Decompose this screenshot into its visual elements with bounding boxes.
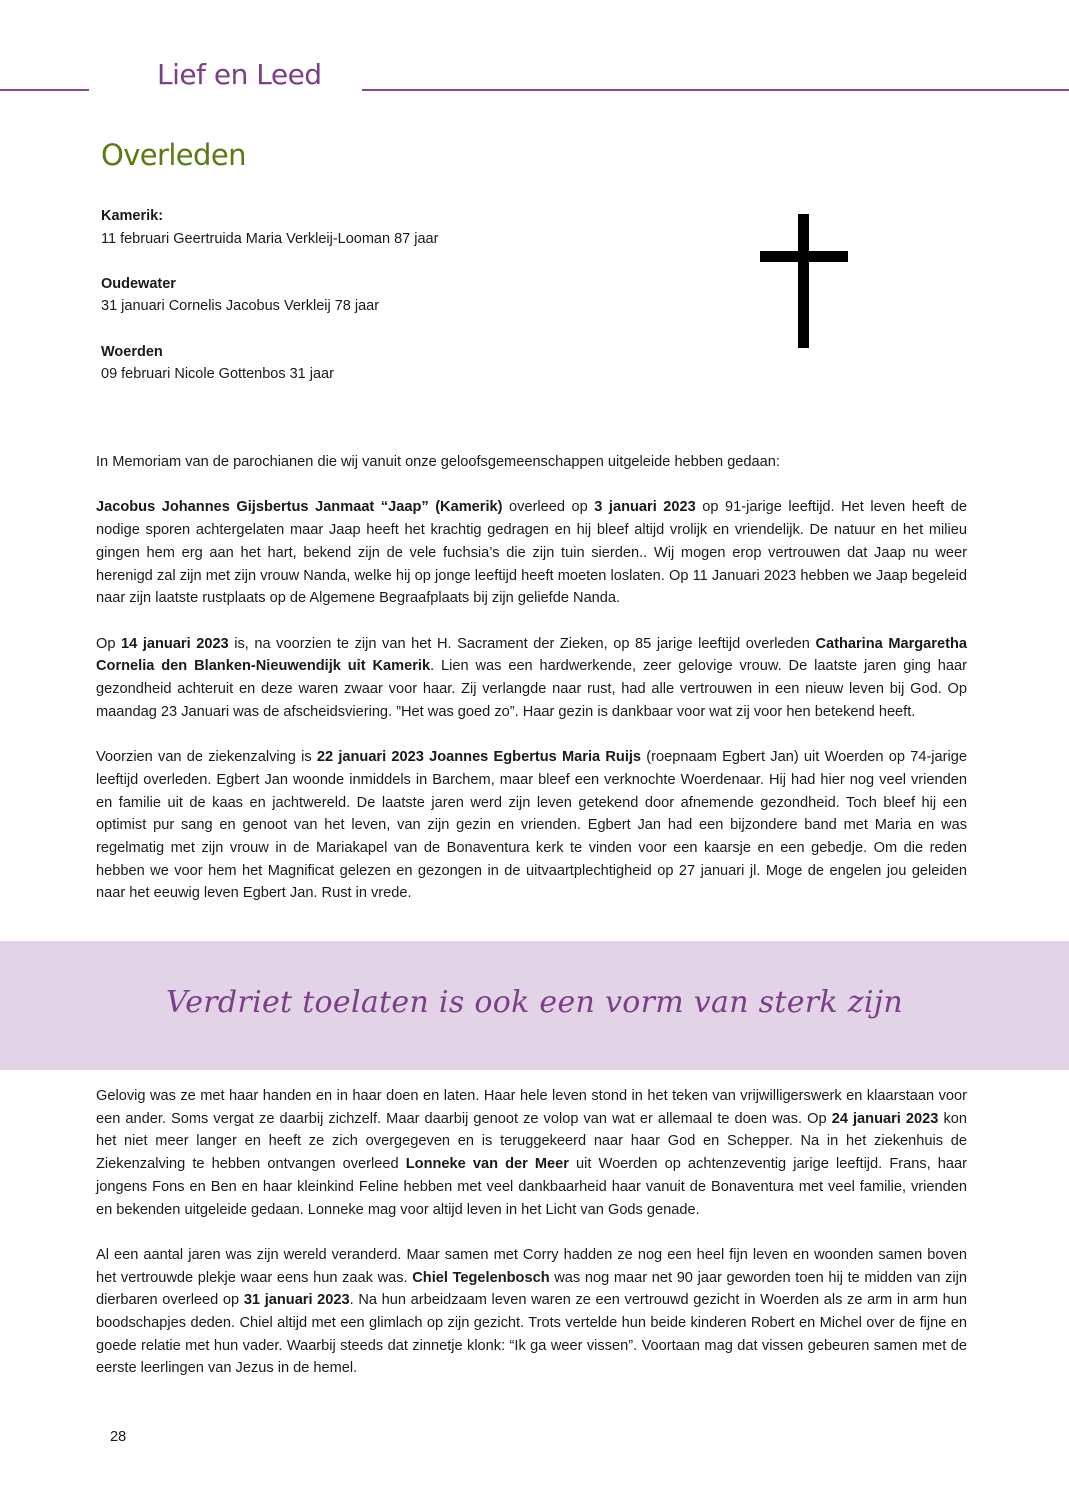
deceased-name: Jacobus Johannes Gijsbertus Janmaat “Jaap” (Kamerik): [96, 499, 503, 516]
death-entry-oudewater: [101, 273, 661, 318]
death-place: Woerden: [101, 343, 163, 360]
header-rule-left: [0, 89, 89, 91]
death-detail: 11 februari Geertruida Maria Verkleij-Looman 87 jaar: [101, 230, 439, 247]
deceased-name: Catharina Margaretha Cornelia den Blanken-Nieuwendijk uit Kamerik: [96, 635, 967, 675]
section-header: Lief en Leed: [157, 58, 322, 91]
memoriam-paragraph-jaap: Jacobus Johannes Gijsbertus Janmaat “Jaap” (Kamerik) overleed op 3 januari 2023 op 91-jarige leeftijd. Het leven heeft de nodige sporen achtergelaten maar Jaap heeft het krachtig gedragen en hij bleef altijd vrolijk en vriendelijk. De natuur en het milieu gingen hem erg aan het hart, bekend zijn de vele fuchsia’s die zijn tuin sierden.. Wij mogen erop vertrouwen dat Jaap nu weer herenigd zal zijn met zijn vrouw Nanda, welke hij op jonge leeftijd heeft moeten loslaten. Op 11 Januari 2023 hebben we Jaap begeleid naar zijn laatste rustplaats op de Algemene Begraafplaats bij zijn geliefde Nanda.: [96, 499, 967, 607]
death-place: Kamerik:: [101, 208, 164, 224]
cross-icon: [760, 214, 848, 348]
death-detail: 09 februari Nicole Gottenbos 31 jaar: [101, 366, 334, 383]
death-date: 14 januari 2023: [121, 635, 229, 652]
deceased-name: Lonneke van der Meer: [405, 1156, 569, 1173]
memoriam-paragraph-chiel: Al een aantal jaren was zijn wereld veranderd. Maar samen met Corry hadden ze nog een heel fijn leven en woonden samen boven het vertrouwde plekje waar eens hun zaak was. Chiel Tegelenbosch was nog maar net 90 jaar geworden toen hij te midden van zijn dierbaren overleed op 31 januari 2023. Na hun arbeidzaam leven waren ze een vertrouwd gezicht in Woerden als ze arm in arm hun boodschapjes deden. Chiel altijd met een glimlach op zijn gezicht. Trots vertelde hun beide kinderen Robert en Michel over de fijne en goede relatie met hun vader. Waarbij steeds dat zinnetje klonk: “Ik ga weer vissen”. Voortaan mag dat vissen gebeuren samen met de eerste leerlingen van Jezus in de hemel.: [96, 1246, 967, 1377]
memoriam-block-continued: [96, 1085, 967, 1403]
death-detail: 31 januari Cornelis Jacobus Verkleij 78 jaar: [101, 298, 380, 315]
death-place: Oudewater: [101, 275, 176, 292]
header-rule-right: [362, 89, 1069, 91]
quote-text: Verdriet toelaten is ook een vorm van sterk zijn: [166, 985, 903, 1020]
memoriam-paragraph-egbert: Voorzien van de ziekenzalving is 22 januari 2023 Joannes Egbertus Maria Ruijs (roepnaam Egbert Jan) uit Woerden op 74-jarige leeftijd overleden. Egbert Jan woonde inmiddels in Barchem, maar bleef een verknochte Woerdenaar. Hij had hier nog veel vrienden en familie uit de kaas en jachtwereld. De laatste jaren werd zijn leven getekend door afnemende gezondheid. Toch bleef hij een optimist pur sang en genoot van het leven, van zijn gezin en vrienden. Egbert Jan had een bijzondere band met Maria en was regelmatig met zijn vrouw in de Mariakapel van de Bonaventura kerk te vinden voor een kaarsje en een gebedje. Om die reden hebben we voor hem het Magnificat gelezen en gezongen in de uitvaartplechtigheid op 27 januari jl. Moge de engelen jou geleiden naar het eeuwig leven Egbert Jan. Rust in vrede.: [96, 749, 967, 902]
deceased-name: Chiel Tegelenbosch: [412, 1269, 550, 1286]
deceased-name: 22 januari 2023 Joannes Egbertus Maria Ruijs: [316, 749, 642, 766]
death-date: 31 januari 2023: [243, 1292, 350, 1309]
memoriam-paragraph-lien: Op 14 januari 2023 is, na voorzien te zijn van het H. Sacrament der Zieken, op 85 jarige leeftijd overleden Catharina Margaretha Cornelia den Blanken-Nieuwendijk uit Kamerik. Lien was een hardwerkende, zeer gelovige vrouw. De laatste jaren ging haar gezondheid achteruit en deze waren zwaar voor haar. Zij verlangde naar rust, had alle vertrouwen in een nieuw leven bij God. Op maandag 23 Januari was de afscheidsviering. ”Het was goed zo”. Haar gezin is dankbaar voor wat zij voor hen betekend heeft.: [96, 635, 967, 720]
death-date: 3 januari 2023: [594, 499, 696, 516]
memoriam-block: [96, 451, 967, 928]
page-title: Overleden: [101, 138, 246, 172]
memoriam-paragraph-lonneke: Gelovig was ze met haar handen en in haar doen en laten. Haar hele leven stond in het teken van vrijwilligerswerk en klaarstaan voor een ander. Soms vergat ze daarbij zichzelf. Maar daarbij genoot ze volop van wat er allemaal te doen was. Op 24 januari 2023 kon het niet meer langer en heeft ze zich overgegeven en is teruggekeerd naar haar God en Schepper. Na in het ziekenhuis de Ziekenzalving te hebben ontvangen overleed Lonneke van der Meer uit Woerden op achtenzeventig jarige leeftijd. Frans, haar jongens Fons en Ben en haar kleinkind Feline hebben met veel dankbaarheid haar vanuit de Bonaventura met veel familie, vrienden en bekenden uitgeleide gedaan. Lonneke mag voor altijd leven in het Licht van Gods genade.: [96, 1088, 967, 1218]
memoriam-intro: In Memoriam van de parochianen die wij vanuit onze geloofsgemeenschappen uitgeleide hebben gedaan:: [96, 454, 780, 470]
death-entry-woerden: [101, 341, 661, 386]
death-entry-kamerik: [101, 205, 661, 250]
death-list: [101, 205, 661, 408]
death-date: 24 januari 2023: [831, 1110, 939, 1127]
page-number: 28: [110, 1429, 127, 1445]
